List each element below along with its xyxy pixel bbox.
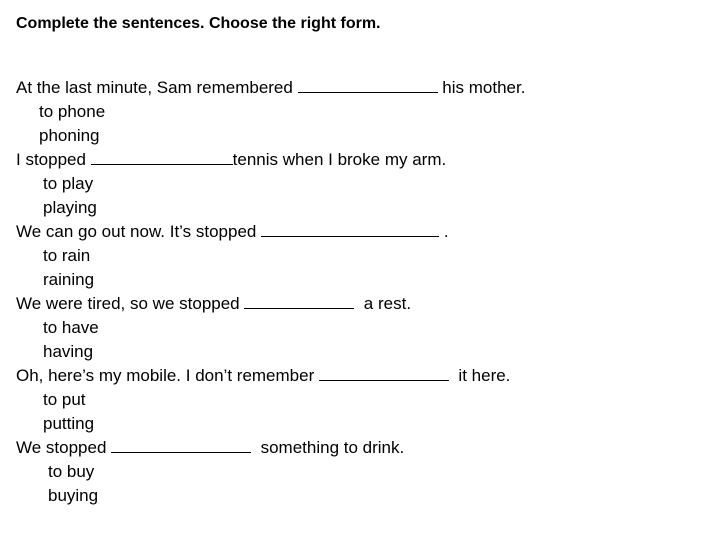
- sentence-4-after: a rest.: [354, 294, 412, 313]
- sentence-2-before: I stopped: [16, 150, 91, 169]
- answer-blank-2[interactable]: [91, 149, 233, 165]
- option-1a[interactable]: to phone: [39, 102, 106, 121]
- sentence-5: [16, 364, 706, 388]
- option-1b[interactable]: phoning: [39, 126, 100, 145]
- option-2a[interactable]: to play: [43, 174, 94, 193]
- answer-blank-4[interactable]: [244, 293, 354, 309]
- answer-blank-5[interactable]: [319, 365, 449, 381]
- option-4a[interactable]: to have: [43, 318, 99, 337]
- option-4b[interactable]: having: [43, 342, 94, 361]
- sentence-2-after: tennis when I broke my arm.: [232, 150, 447, 169]
- answer-blank-6[interactable]: [111, 437, 251, 453]
- sentence-6-before: We stopped: [16, 438, 112, 457]
- option-5b[interactable]: putting: [43, 414, 95, 433]
- sentence-6: [16, 436, 706, 460]
- instruction-heading: Complete the sentences. Choose the right form.: [16, 15, 381, 32]
- sentence-4-before: We were tired, so we stopped: [16, 294, 245, 313]
- sentence-4: [16, 292, 706, 316]
- option-5a[interactable]: to put: [43, 390, 86, 409]
- option-3a[interactable]: to rain: [43, 246, 91, 265]
- sentence-3-after: .: [439, 222, 449, 241]
- sentence-1: [16, 76, 706, 100]
- sentence-2: [16, 148, 706, 172]
- sentence-5-before: Oh, here’s my mobile. I don’t remember: [16, 366, 319, 385]
- sentence-1-before: At the last minute, Sam remembered: [16, 78, 298, 97]
- option-2b[interactable]: playing: [43, 198, 97, 217]
- answer-blank-1[interactable]: [298, 77, 438, 93]
- sentence-6-after: something to drink.: [251, 438, 405, 457]
- sentence-3-before: We can go out now. It’s stopped: [16, 222, 262, 241]
- option-6b[interactable]: buying: [48, 486, 99, 505]
- answer-blank-3[interactable]: [261, 221, 439, 237]
- option-3b[interactable]: raining: [43, 270, 95, 289]
- sentence-5-after: it here.: [448, 366, 511, 385]
- option-6a[interactable]: to buy: [48, 462, 95, 481]
- sentence-3: [16, 220, 706, 244]
- exercise-list: [16, 76, 706, 508]
- sentence-1-after: his mother.: [437, 78, 526, 97]
